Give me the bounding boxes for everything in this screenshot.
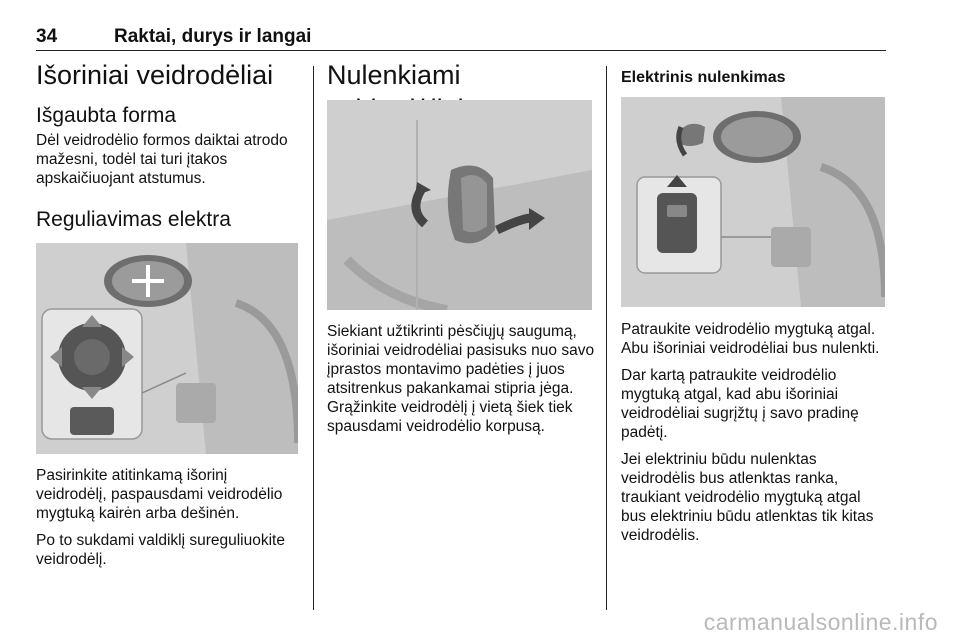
section-heading: Nulenkiami	[327, 60, 461, 90]
column-1-lower	[36, 466, 300, 569]
column-divider	[606, 66, 607, 610]
electric-folding-illustration	[621, 97, 885, 307]
paragraph: Siekiant užtikrinti pėsčiųjų saugumą, išoriniai veidrodėliai pasisuks nuo savo įprastos montavimo padėties į juos atsitrenkus pakankamai stipria jėga. Grąžinkite veidrodėlį į vietą šiek tiek spausdami veidrodėlio korpusą.	[327, 323, 595, 435]
running-title: Raktai, durys ir langai	[114, 26, 312, 47]
subheading-convex-shape: Išgaubta forma	[36, 104, 177, 127]
watermark: carmanualsonline.info	[703, 609, 938, 635]
paragraph: Jei elektriniu būdu nulenktas veidrodėlis bus atlenktas ranka, traukiant veidrodėlio mygtuką atgal bus elektriniu būdu atlenktas tik kitas veidrodėlis.	[621, 451, 874, 544]
column-3-lower	[621, 320, 887, 545]
page-header	[36, 22, 886, 51]
paragraph: Patraukite veidrodėlio mygtuką atgal. Abu išoriniai veidrodėliai bus nulenkti.	[621, 321, 880, 357]
paragraph: Po to sukdami valdiklį sureguliuokite veidrodėlį.	[36, 532, 285, 568]
page-number: 34	[36, 26, 58, 47]
paragraph: Dėl veidrodėlio formos daiktai atrodo mažesni, todėl tai turi įtakos apskaičiuojant atstumus.	[36, 132, 288, 187]
paragraph: Pasirinkite atitinkamą išorinį veidrodėlį, paspausdami veidrodėlio mygtuką kairėn arba dešinėn.	[36, 467, 283, 522]
mirror-adjustment-illustration	[36, 243, 298, 454]
section-heading: Elektrinis nulenkimas	[621, 69, 786, 86]
folding-mirror-illustration	[327, 100, 592, 310]
paragraph: Dar kartą patraukite veidrodėlio mygtuką atgal, kad abu išoriniai veidrodėliai sugrįžtų į savo pradinę padėtį.	[621, 367, 859, 441]
column-1	[36, 58, 300, 233]
column-divider	[313, 66, 314, 610]
subheading-electric-adjustment: Reguliavimas elektra	[36, 208, 231, 231]
column-2-lower	[327, 322, 595, 436]
column-3	[621, 68, 887, 88]
section-heading: Išoriniai veidrodėliai	[36, 60, 274, 90]
